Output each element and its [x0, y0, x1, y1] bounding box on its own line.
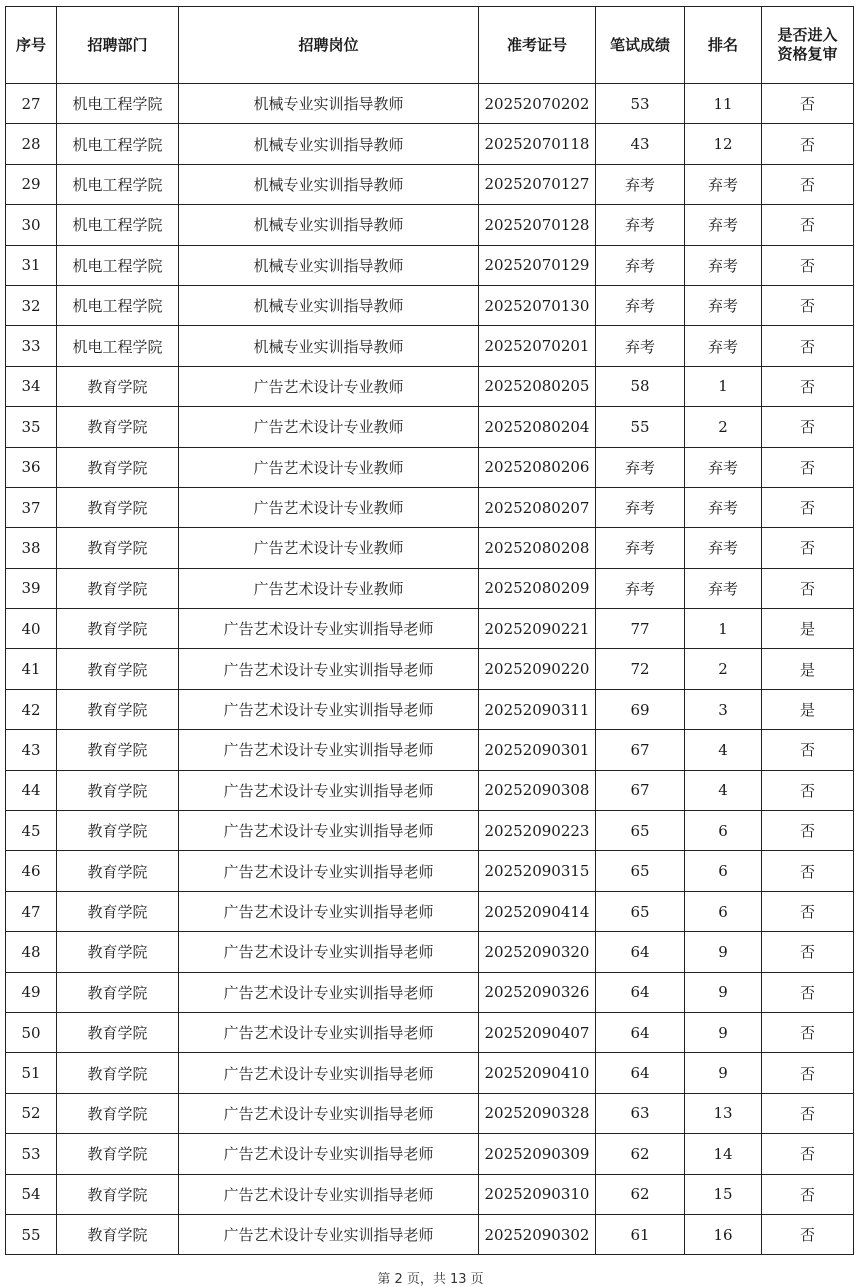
dept-cell: 教育学院 — [57, 770, 179, 810]
score-cell: 67 — [596, 770, 685, 810]
seq-cell: 31 — [6, 245, 57, 285]
seq-cell: 44 — [6, 770, 57, 810]
table-row — [6, 568, 854, 608]
post-cell: 广告艺术设计专业实训指导老师 — [179, 1174, 479, 1214]
rank-cell: 1 — [685, 366, 762, 406]
ticket-cell: 20252080207 — [479, 487, 596, 527]
score-cell: 64 — [596, 932, 685, 972]
score-cell: 弃考 — [596, 528, 685, 568]
table-body — [6, 84, 854, 1255]
ticket-cell: 20252090311 — [479, 689, 596, 729]
table-row — [6, 366, 854, 406]
seq-cell: 54 — [6, 1174, 57, 1214]
seq-cell: 32 — [6, 285, 57, 325]
rank-cell: 弃考 — [685, 245, 762, 285]
page-footer: 第 2 页，共 13 页 — [377, 1272, 484, 1287]
header-post: 招聘岗位 — [179, 7, 479, 84]
review-cell: 否 — [762, 1053, 854, 1093]
post-cell: 广告艺术设计专业教师 — [179, 407, 479, 447]
rank-cell: 弃考 — [685, 568, 762, 608]
review-cell: 否 — [762, 1093, 854, 1133]
rank-cell: 6 — [685, 891, 762, 931]
table-row — [6, 1012, 854, 1052]
review-cell: 否 — [762, 326, 854, 366]
results-table — [5, 6, 854, 1255]
post-cell: 广告艺术设计专业实训指导老师 — [179, 730, 479, 770]
dept-cell: 教育学院 — [57, 932, 179, 972]
table-row — [6, 689, 854, 729]
seq-cell: 39 — [6, 568, 57, 608]
post-cell: 机械专业实训指导教师 — [179, 285, 479, 325]
score-cell: 67 — [596, 730, 685, 770]
rank-cell: 弃考 — [685, 164, 762, 204]
dept-cell: 教育学院 — [57, 609, 179, 649]
seq-cell: 41 — [6, 649, 57, 689]
seq-cell: 53 — [6, 1134, 57, 1174]
rank-cell: 9 — [685, 972, 762, 1012]
table-row — [6, 649, 854, 689]
post-cell: 广告艺术设计专业实训指导老师 — [179, 891, 479, 931]
score-cell: 55 — [596, 407, 685, 447]
dept-cell: 教育学院 — [57, 972, 179, 1012]
seq-cell: 46 — [6, 851, 57, 891]
review-cell: 否 — [762, 891, 854, 931]
ticket-cell: 20252090302 — [479, 1214, 596, 1254]
post-cell: 广告艺术设计专业实训指导老师 — [179, 1214, 479, 1254]
review-cell: 否 — [762, 568, 854, 608]
score-cell: 弃考 — [596, 205, 685, 245]
ticket-cell: 20252080208 — [479, 528, 596, 568]
dept-cell: 机电工程学院 — [57, 205, 179, 245]
dept-cell: 机电工程学院 — [57, 124, 179, 164]
table-row — [6, 326, 854, 366]
dept-cell: 教育学院 — [57, 811, 179, 851]
rank-cell: 16 — [685, 1214, 762, 1254]
table-row — [6, 245, 854, 285]
score-cell: 62 — [596, 1134, 685, 1174]
ticket-cell: 20252090309 — [479, 1134, 596, 1174]
score-cell: 65 — [596, 811, 685, 851]
review-cell: 否 — [762, 528, 854, 568]
ticket-cell: 20252080206 — [479, 447, 596, 487]
post-cell: 机械专业实训指导教师 — [179, 84, 479, 124]
table-row — [6, 770, 854, 810]
score-cell: 弃考 — [596, 245, 685, 285]
ticket-cell: 20252090414 — [479, 891, 596, 931]
post-cell: 广告艺术设计专业教师 — [179, 366, 479, 406]
table-row — [6, 730, 854, 770]
score-cell: 弃考 — [596, 164, 685, 204]
dept-cell: 机电工程学院 — [57, 326, 179, 366]
header-dept: 招聘部门 — [57, 7, 179, 84]
rank-cell: 弃考 — [685, 528, 762, 568]
dept-cell: 教育学院 — [57, 528, 179, 568]
ticket-cell: 20252080205 — [479, 366, 596, 406]
dept-cell: 教育学院 — [57, 689, 179, 729]
review-cell: 否 — [762, 124, 854, 164]
header-score: 笔试成绩 — [596, 7, 685, 84]
ticket-cell: 20252090221 — [479, 609, 596, 649]
review-cell: 否 — [762, 366, 854, 406]
ticket-cell: 20252090223 — [479, 811, 596, 851]
score-cell: 69 — [596, 689, 685, 729]
review-cell: 否 — [762, 285, 854, 325]
review-cell: 否 — [762, 487, 854, 527]
score-cell: 65 — [596, 851, 685, 891]
review-cell: 否 — [762, 1012, 854, 1052]
seq-cell: 30 — [6, 205, 57, 245]
review-cell: 否 — [762, 205, 854, 245]
rank-cell: 2 — [685, 407, 762, 447]
seq-cell: 47 — [6, 891, 57, 931]
table-row — [6, 447, 854, 487]
seq-cell: 38 — [6, 528, 57, 568]
score-cell: 58 — [596, 366, 685, 406]
post-cell: 广告艺术设计专业教师 — [179, 568, 479, 608]
dept-cell: 教育学院 — [57, 1053, 179, 1093]
ticket-cell: 20252090410 — [479, 1053, 596, 1093]
post-cell: 广告艺术设计专业实训指导老师 — [179, 932, 479, 972]
review-cell: 是 — [762, 609, 854, 649]
rank-cell: 9 — [685, 1053, 762, 1093]
rank-cell: 4 — [685, 730, 762, 770]
seq-cell: 51 — [6, 1053, 57, 1093]
review-cell: 否 — [762, 1174, 854, 1214]
header-seq: 序号 — [6, 7, 57, 84]
ticket-cell: 20252090326 — [479, 972, 596, 1012]
seq-cell: 28 — [6, 124, 57, 164]
rank-cell: 13 — [685, 1093, 762, 1133]
seq-cell: 42 — [6, 689, 57, 729]
dept-cell: 机电工程学院 — [57, 164, 179, 204]
seq-cell: 52 — [6, 1093, 57, 1133]
post-cell: 广告艺术设计专业实训指导老师 — [179, 851, 479, 891]
ticket-cell: 20252090301 — [479, 730, 596, 770]
score-cell: 77 — [596, 609, 685, 649]
review-cell: 否 — [762, 407, 854, 447]
rank-cell: 弃考 — [685, 487, 762, 527]
ticket-cell: 20252070202 — [479, 84, 596, 124]
rank-cell: 12 — [685, 124, 762, 164]
table-row — [6, 1214, 854, 1254]
review-cell: 否 — [762, 447, 854, 487]
ticket-cell: 20252070129 — [479, 245, 596, 285]
seq-cell: 40 — [6, 609, 57, 649]
table-row — [6, 932, 854, 972]
table-row — [6, 164, 854, 204]
ticket-cell: 20252070130 — [479, 285, 596, 325]
score-cell: 弃考 — [596, 326, 685, 366]
dept-cell: 教育学院 — [57, 1174, 179, 1214]
review-cell: 否 — [762, 1134, 854, 1174]
table-row — [6, 285, 854, 325]
score-cell: 弃考 — [596, 285, 685, 325]
score-cell: 弃考 — [596, 447, 685, 487]
rank-cell: 15 — [685, 1174, 762, 1214]
seq-cell: 33 — [6, 326, 57, 366]
post-cell: 机械专业实训指导教师 — [179, 124, 479, 164]
dept-cell: 教育学院 — [57, 407, 179, 447]
table-row — [6, 811, 854, 851]
rank-cell: 1 — [685, 609, 762, 649]
review-cell: 否 — [762, 932, 854, 972]
post-cell: 广告艺术设计专业实训指导老师 — [179, 1093, 479, 1133]
dept-cell: 教育学院 — [57, 1012, 179, 1052]
post-cell: 机械专业实训指导教师 — [179, 164, 479, 204]
dept-cell: 教育学院 — [57, 649, 179, 689]
table-row — [6, 1053, 854, 1093]
ticket-cell: 20252090315 — [479, 851, 596, 891]
header-review-line1: 是否进入 — [777, 26, 838, 44]
rank-cell: 9 — [685, 1012, 762, 1052]
table-row — [6, 972, 854, 1012]
dept-cell: 教育学院 — [57, 568, 179, 608]
table-row — [6, 1134, 854, 1174]
seq-cell: 45 — [6, 811, 57, 851]
ticket-cell: 20252080204 — [479, 407, 596, 447]
score-cell: 53 — [596, 84, 685, 124]
rank-cell: 6 — [685, 811, 762, 851]
seq-cell: 27 — [6, 84, 57, 124]
score-cell: 62 — [596, 1174, 685, 1214]
ticket-cell: 20252090220 — [479, 649, 596, 689]
seq-cell: 34 — [6, 366, 57, 406]
seq-cell: 29 — [6, 164, 57, 204]
post-cell: 广告艺术设计专业教师 — [179, 528, 479, 568]
seq-cell: 48 — [6, 932, 57, 972]
score-cell: 64 — [596, 1012, 685, 1052]
table-row — [6, 528, 854, 568]
dept-cell: 机电工程学院 — [57, 285, 179, 325]
ticket-cell: 20252090320 — [479, 932, 596, 972]
score-cell: 65 — [596, 891, 685, 931]
header-row — [6, 7, 854, 84]
seq-cell: 50 — [6, 1012, 57, 1052]
score-cell: 61 — [596, 1214, 685, 1254]
ticket-cell: 20252070128 — [479, 205, 596, 245]
table-row — [6, 609, 854, 649]
review-cell: 是 — [762, 649, 854, 689]
review-cell: 否 — [762, 851, 854, 891]
dept-cell: 教育学院 — [57, 1214, 179, 1254]
dept-cell: 教育学院 — [57, 1093, 179, 1133]
review-cell: 否 — [762, 770, 854, 810]
dept-cell: 机电工程学院 — [57, 245, 179, 285]
post-cell: 广告艺术设计专业实训指导老师 — [179, 811, 479, 851]
review-cell: 否 — [762, 811, 854, 851]
table-row — [6, 487, 854, 527]
seq-cell: 37 — [6, 487, 57, 527]
post-cell: 广告艺术设计专业实训指导老师 — [179, 1053, 479, 1093]
review-cell: 是 — [762, 689, 854, 729]
dept-cell: 教育学院 — [57, 730, 179, 770]
review-cell: 否 — [762, 730, 854, 770]
score-cell: 72 — [596, 649, 685, 689]
dept-cell: 教育学院 — [57, 1134, 179, 1174]
ticket-cell: 20252090310 — [479, 1174, 596, 1214]
header-ticket: 准考证号 — [479, 7, 596, 84]
ticket-cell: 20252090328 — [479, 1093, 596, 1133]
rank-cell: 弃考 — [685, 285, 762, 325]
dept-cell: 教育学院 — [57, 447, 179, 487]
ticket-cell: 20252080209 — [479, 568, 596, 608]
score-cell: 63 — [596, 1093, 685, 1133]
score-cell: 64 — [596, 1053, 685, 1093]
rank-cell: 3 — [685, 689, 762, 729]
rank-cell: 弃考 — [685, 447, 762, 487]
table-row — [6, 124, 854, 164]
dept-cell: 教育学院 — [57, 891, 179, 931]
post-cell: 广告艺术设计专业实训指导老师 — [179, 689, 479, 729]
review-cell: 否 — [762, 972, 854, 1012]
score-cell: 弃考 — [596, 568, 685, 608]
post-cell: 广告艺术设计专业实训指导老师 — [179, 649, 479, 689]
post-cell: 广告艺术设计专业教师 — [179, 487, 479, 527]
table-row — [6, 891, 854, 931]
rank-cell: 9 — [685, 932, 762, 972]
header-review — [762, 7, 854, 84]
post-cell: 广告艺术设计专业实训指导老师 — [179, 1134, 479, 1174]
dept-cell: 教育学院 — [57, 366, 179, 406]
post-cell: 广告艺术设计专业实训指导老师 — [179, 972, 479, 1012]
header-rank: 排名 — [685, 7, 762, 84]
rank-cell: 弃考 — [685, 205, 762, 245]
table-row — [6, 1093, 854, 1133]
post-cell: 广告艺术设计专业实训指导老师 — [179, 609, 479, 649]
table-row — [6, 205, 854, 245]
score-cell: 43 — [596, 124, 685, 164]
seq-cell: 36 — [6, 447, 57, 487]
post-cell: 机械专业实训指导教师 — [179, 245, 479, 285]
table-header — [6, 7, 854, 84]
rank-cell: 11 — [685, 84, 762, 124]
seq-cell: 43 — [6, 730, 57, 770]
rank-cell: 弃考 — [685, 326, 762, 366]
ticket-cell: 20252070118 — [479, 124, 596, 164]
review-cell: 否 — [762, 1214, 854, 1254]
table-row — [6, 1174, 854, 1214]
score-cell: 64 — [596, 972, 685, 1012]
review-cell: 否 — [762, 245, 854, 285]
ticket-cell: 20252090308 — [479, 770, 596, 810]
seq-cell: 49 — [6, 972, 57, 1012]
dept-cell: 教育学院 — [57, 487, 179, 527]
seq-cell: 55 — [6, 1214, 57, 1254]
post-cell: 广告艺术设计专业教师 — [179, 447, 479, 487]
review-cell: 否 — [762, 164, 854, 204]
ticket-cell: 20252070201 — [479, 326, 596, 366]
seq-cell: 35 — [6, 407, 57, 447]
rank-cell: 2 — [685, 649, 762, 689]
header-review-line2: 资格复审 — [777, 45, 838, 63]
rank-cell: 6 — [685, 851, 762, 891]
table-row — [6, 407, 854, 447]
ticket-cell: 20252090407 — [479, 1012, 596, 1052]
score-cell: 弃考 — [596, 487, 685, 527]
ticket-cell: 20252070127 — [479, 164, 596, 204]
table-row — [6, 851, 854, 891]
rank-cell: 4 — [685, 770, 762, 810]
post-cell: 广告艺术设计专业实训指导老师 — [179, 1012, 479, 1052]
rank-cell: 14 — [685, 1134, 762, 1174]
post-cell: 机械专业实训指导教师 — [179, 326, 479, 366]
table-row — [6, 84, 854, 124]
post-cell: 广告艺术设计专业实训指导老师 — [179, 770, 479, 810]
dept-cell: 教育学院 — [57, 851, 179, 891]
dept-cell: 机电工程学院 — [57, 84, 179, 124]
review-cell: 否 — [762, 84, 854, 124]
post-cell: 机械专业实训指导教师 — [179, 205, 479, 245]
